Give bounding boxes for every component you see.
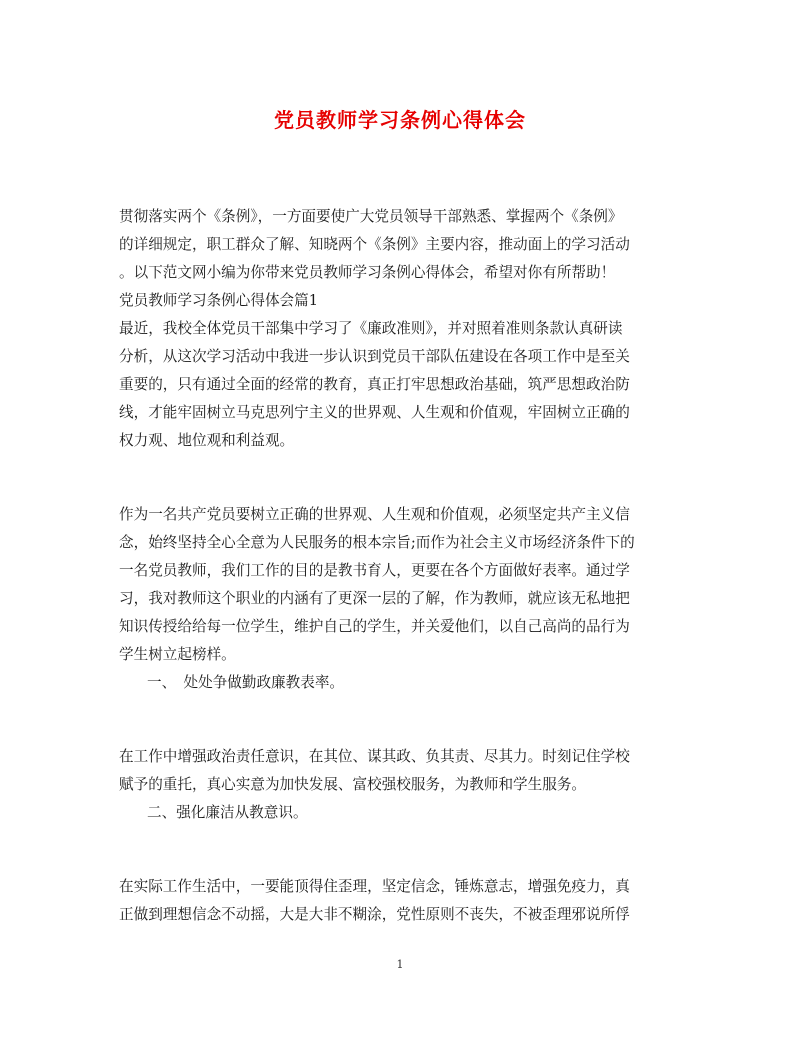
paragraph-gap xyxy=(119,827,681,873)
text-line: 重要的，只有通过全面的经常的教育，真正打牢思想政治基础，筑严思想政治防 xyxy=(119,376,630,393)
text-line: 习，我对教师这个职业的内涵有了更深一层的了解，作为教师，就应该无私地把 xyxy=(119,590,630,607)
text-line: 正做到理想信念不动摇，大是大非不糊涂，党性原则不丧失，不被歪理邪说所俘 xyxy=(119,906,630,923)
text-line: 的详细规定，职工群众了解、知晓两个《条例》主要内容，推动面上的学习活动 xyxy=(119,236,630,253)
text-line: 线，才能牢固树立马克思列宁主义的世界观、人生观和价值观，牢固树立正确的 xyxy=(119,404,630,421)
text-line: 一名党员教师，我们工作的目的是教书育人，更要在各个方面做好表率。通过学 xyxy=(119,562,630,579)
text-line: 念，始终坚持全心全意为人民服务的根本宗旨;而作为社会主义市场经济条件下的 xyxy=(119,534,635,551)
text-line: 赋予的重托，真心实意为加快发展、富校强校服务，为教师和学生服务。 xyxy=(119,776,587,793)
text-line: 知识传授给给每一位学生，维护自己的学生，并关爱他们，以自己高尚的品行为 xyxy=(119,618,630,635)
text-line: 最近，我校全体党员干部集中学习了《廉政准则》，并对照着准则条款认真研读 xyxy=(119,320,623,337)
text-line: 分析，从这次学习活动中我进一步认识到党员干部队伍建设在各项工作中是至关 xyxy=(119,348,630,365)
text-line: 在工作中增强政治责任意识，在其位、谋其政、负其责、尽其力。时刻记住学校 xyxy=(119,748,630,765)
list-heading: 一、 处处争做勤政廉教表率。 xyxy=(147,674,345,691)
text-line: 。以下范文网小编为你带来党员教师学习条例心得体会，希望对你有所帮助！ xyxy=(119,264,616,281)
document-body xyxy=(119,203,681,929)
text-line: 贯彻落实两个《条例》，一方面要使广大党员领导干部熟悉、掌握两个《条例》 xyxy=(119,208,623,225)
text-line: 权力观、地位观和利益观。 xyxy=(119,432,295,449)
list-heading: 二、强化廉洁从教意识。 xyxy=(147,804,308,821)
paragraph-gap xyxy=(119,455,681,501)
text-line: 作为一名共产党员要树立正确的世界观、人生观和价值观，必须坚定共产主义信 xyxy=(119,506,630,523)
paragraph-gap xyxy=(119,697,681,743)
section-heading: 党员教师学习条例心得体会篇1 xyxy=(119,292,319,309)
text-line: 学生树立起榜样。 xyxy=(119,646,236,663)
page-number: 1 xyxy=(396,958,404,971)
text-line: 在实际工作生活中，一要能顶得住歪理，坚定信念，锤炼意志，增强免疫力，真 xyxy=(119,878,630,895)
page-title: 党员教师学习条例心得体会 xyxy=(274,108,526,132)
